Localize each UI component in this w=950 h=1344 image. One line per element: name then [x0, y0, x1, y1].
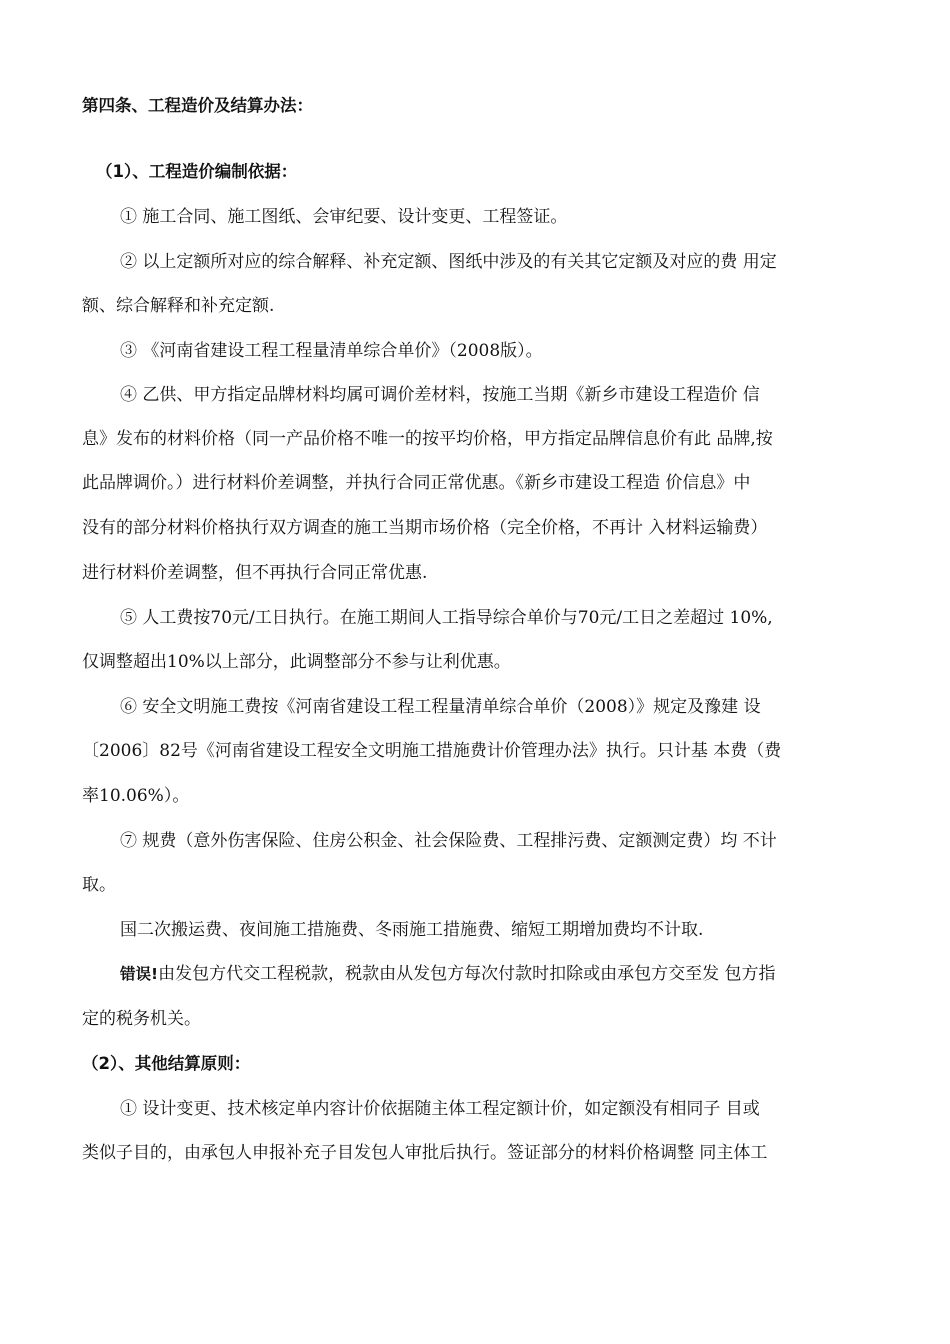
note-2-line-1: [0, 963, 950, 985]
item-4-line-5: 进行材料价差调整，但不再执行合同正常优惠.: [82, 563, 428, 583]
error-marker: 错误!: [120, 965, 159, 983]
s2-item-1-line-2: 类似子目的，由承包人申报补充子目发包人审批后执行。签证部分的材料价格调整 同主体工: [82, 1143, 768, 1163]
item-2-line-2: 额、综合解释和补充定额.: [82, 296, 275, 316]
item-3-line-1: ③ 《河南省建设工程工程量清单综合单价》（2008版）。: [120, 341, 543, 361]
note-2-text: 由发包方代交工程税款，税款由从发包方每次付款时扣除或由承包方交至发 包方指: [158, 964, 776, 984]
s2-item-1-line-1: ① 设计变更、技术核定单内容计价依据随主体工程定额计价，如定额没有相同子 目或: [120, 1099, 760, 1119]
item-4-line-1: ④ 乙供、甲方指定品牌材料均属可调价差材料，按施工当期《新乡市建设工程造价 信: [120, 385, 760, 405]
item-4-line-3: 此品牌调价。）进行材料价差调整，并执行合同正常优惠。《新乡市建设工程造 价信息》中: [82, 473, 751, 493]
section-2-heading: （2）、其他结算原则：: [82, 1054, 251, 1073]
item-6-line-2: 〔2006〕82号《河南省建设工程安全文明施工措施费计价管理办法》执行。只计基 本费（费: [82, 741, 782, 761]
item-5-line-2: 仅调整超出10%以上部分，此调整部分不参与让利优惠。: [82, 652, 511, 672]
note-2-line-2: 定的税务机关。: [82, 1009, 201, 1029]
item-7-line-1: ⑦ 规费（意外伤害保险、住房公积金、社会保险费、工程排污费、定额测定费）均 不计: [120, 831, 777, 851]
section-1-heading: （1）、工程造价编制依据：: [96, 162, 298, 181]
note-1: 国二次搬运费、夜间施工措施费、冬雨施工措施费、缩短工期增加费均不计取.: [120, 920, 704, 940]
item-6-line-3: 率10.06%）。: [82, 786, 190, 806]
item-6-line-1: ⑥ 安全文明施工费按《河南省建设工程工程量清单综合单价（2008）》规定及豫建 设: [120, 697, 761, 717]
item-4-line-4: 没有的部分材料价格执行双方调查的施工当期市场价格（完全价格，不再计 入材料运输费）: [82, 518, 768, 538]
item-5-line-1: ⑤ 人工费按70元/工日执行。在施工期间人工指导综合单价与70元/工日之差超过 10%,: [120, 608, 773, 628]
item-4-line-2: 息》发布的材料价格（同一产品价格不唯一的按平均价格，甲方指定品牌信息价有此 品牌,按: [82, 429, 773, 449]
item-7-line-2: 取。: [82, 875, 116, 895]
item-2-line-1: ② 以上定额所对应的综合解释、补充定额、图纸中涉及的有关其它定额及对应的费 用定: [120, 252, 777, 272]
item-1-line-1: ① 施工合同、施工图纸、会审纪要、设计变更、工程签证。: [120, 207, 568, 227]
article-title: 第四条、工程造价及结算办法：: [82, 96, 313, 115]
